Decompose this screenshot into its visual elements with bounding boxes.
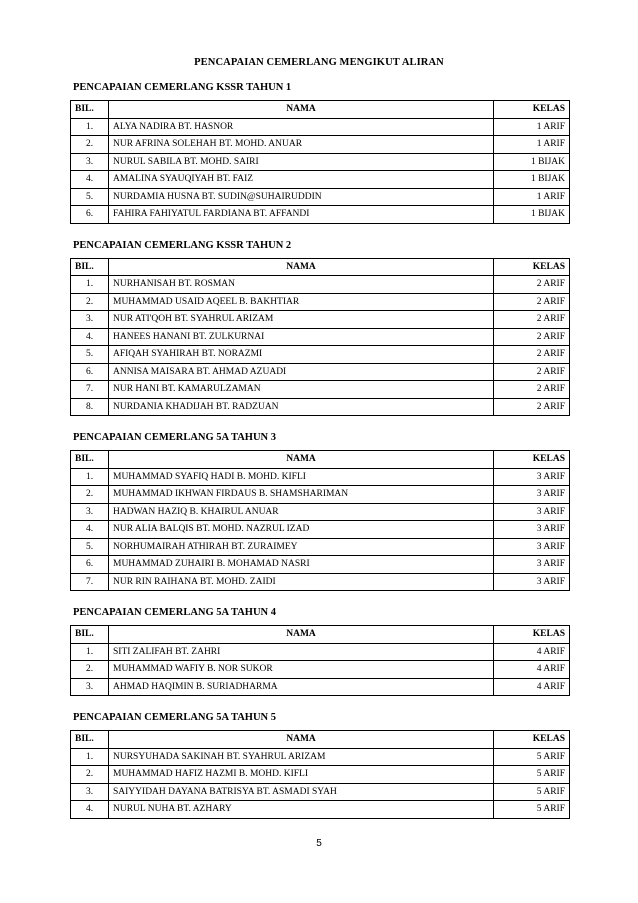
cell-kelas: 3 ARIF [494, 468, 570, 486]
cell-nama: AFIQAH SYAHIRAH BT. NORAZMI [109, 346, 494, 364]
section-tahun-2 [70, 240, 569, 417]
cell-nama: NURSYUHADA SAKINAH BT. SYAHRUL ARIZAM [109, 748, 494, 766]
student-table [70, 730, 570, 819]
header-bil: BIL. [71, 101, 109, 119]
section-title: PENCAPAIAN CEMERLANG 5A TAHUN 4 [73, 607, 277, 618]
table-row [71, 573, 570, 591]
cell-bil: 3. [71, 153, 109, 171]
section-title: PENCAPAIAN CEMERLANG 5A TAHUN 3 [73, 432, 277, 443]
cell-kelas: 5 ARIF [494, 783, 570, 801]
sections-container [70, 82, 569, 835]
cell-kelas: 3 ARIF [494, 573, 570, 591]
table-row [71, 328, 570, 346]
cell-kelas: 2 ARIF [494, 381, 570, 399]
table-row [71, 188, 570, 206]
table-row [71, 363, 570, 381]
table-header-row [71, 451, 570, 469]
cell-nama: NURHANISAH BT. ROSMAN [109, 276, 494, 294]
table-row [71, 276, 570, 294]
cell-kelas: 4 ARIF [494, 643, 570, 661]
table-header-row [71, 258, 570, 276]
section-title: PENCAPAIAN CEMERLANG KSSR TAHUN 1 [73, 82, 292, 93]
header-kelas: KELAS [494, 626, 570, 644]
student-table [70, 258, 570, 417]
cell-kelas: 2 ARIF [494, 293, 570, 311]
cell-kelas: 4 ARIF [494, 661, 570, 679]
cell-bil: 6. [71, 206, 109, 224]
table-row [71, 766, 570, 784]
cell-kelas: 2 ARIF [494, 311, 570, 329]
table-row [71, 206, 570, 224]
cell-kelas: 1 ARIF [494, 136, 570, 154]
cell-nama: NUR AFRINA SOLEHAH BT. MOHD. ANUAR [109, 136, 494, 154]
table-row [71, 311, 570, 329]
cell-bil: 1. [71, 118, 109, 136]
table-row [71, 661, 570, 679]
table-row [71, 521, 570, 539]
cell-nama: MUHAMMAD ZUHAIRI B. MOHAMAD NASRI [109, 556, 494, 574]
cell-bil: 5. [71, 538, 109, 556]
cell-kelas: 2 ARIF [494, 346, 570, 364]
cell-bil: 2. [71, 293, 109, 311]
table-row [71, 556, 570, 574]
table-row [71, 398, 570, 416]
table-header-row [71, 101, 570, 119]
cell-nama: NUR RIN RAIHANA BT. MOHD. ZAIDI [109, 573, 494, 591]
section-title: PENCAPAIAN CEMERLANG KSSR TAHUN 2 [73, 239, 292, 251]
cell-nama: NUR ATI'QOH BT. SYAHRUL ARIZAM [109, 311, 494, 329]
section-tahun-5 [70, 712, 569, 819]
section-tahun-1 [70, 82, 569, 224]
cell-kelas: 3 ARIF [494, 538, 570, 556]
table-row [71, 783, 570, 801]
cell-kelas: 3 ARIF [494, 556, 570, 574]
cell-nama: ANNISA MAISARA BT. AHMAD AZUADI [109, 363, 494, 381]
cell-nama: AMALINA SYAUQIYAH BT. FAIZ [109, 171, 494, 189]
cell-bil: 3. [71, 783, 109, 801]
page-number: 5 [316, 838, 322, 849]
cell-nama: SAIYYIDAH DAYANA BATRISYA BT. ASMADI SYAH [109, 783, 494, 801]
table-header-row [71, 731, 570, 749]
table-row [71, 153, 570, 171]
cell-bil: 5. [71, 346, 109, 364]
table-row [71, 136, 570, 154]
cell-bil: 4. [71, 801, 109, 819]
header-nama: NAMA [109, 626, 494, 644]
cell-kelas: 3 ARIF [494, 486, 570, 504]
cell-nama: MUHAMMAD HAFIZ HAZMI B. MOHD. KIFLI [109, 766, 494, 784]
page-title: PENCAPAIAN CEMERLANG MENGIKUT ALIRAN [194, 57, 444, 68]
cell-bil: 4. [71, 521, 109, 539]
cell-nama: HANEES HANANI BT. ZULKURNAI [109, 328, 494, 346]
cell-nama: MUHAMMAD WAFIY B. NOR SUKOR [109, 661, 494, 679]
cell-kelas: 1 BIJAK [494, 206, 570, 224]
cell-nama: SITI ZALIFAH BT. ZAHRI [109, 643, 494, 661]
cell-kelas: 2 ARIF [494, 328, 570, 346]
cell-bil: 1. [71, 643, 109, 661]
cell-nama: AHMAD HAQIMIN B. SURIADHARMA [109, 678, 494, 696]
student-table [70, 625, 570, 696]
cell-kelas: 5 ARIF [494, 801, 570, 819]
cell-bil: 7. [71, 381, 109, 399]
cell-kelas: 3 ARIF [494, 503, 570, 521]
cell-nama: FAHIRA FAHIYATUL FARDIANA BT. AFFANDI [109, 206, 494, 224]
table-row [71, 503, 570, 521]
cell-bil: 6. [71, 556, 109, 574]
cell-bil: 6. [71, 363, 109, 381]
table-row [71, 171, 570, 189]
header-nama: NAMA [109, 451, 494, 469]
section-tahun-4 [70, 607, 569, 696]
table-row [71, 538, 570, 556]
table-row [71, 748, 570, 766]
cell-kelas: 1 BIJAK [494, 153, 570, 171]
cell-bil: 4. [71, 328, 109, 346]
cell-bil: 2. [71, 661, 109, 679]
header-bil: BIL. [71, 258, 109, 276]
cell-nama: ALYA NADIRA BT. HASNOR [109, 118, 494, 136]
cell-bil: 1. [71, 276, 109, 294]
header-kelas: KELAS [494, 258, 570, 276]
table-row [71, 381, 570, 399]
table-row [71, 643, 570, 661]
cell-kelas: 2 ARIF [494, 363, 570, 381]
header-kelas: KELAS [494, 451, 570, 469]
table-row [71, 801, 570, 819]
cell-nama: MUHAMMAD IKHWAN FIRDAUS B. SHAMSHARIMAN [109, 486, 494, 504]
cell-kelas: 1 ARIF [494, 188, 570, 206]
cell-bil: 3. [71, 678, 109, 696]
cell-nama: NORHUMAIRAH ATHIRAH BT. ZURAIMEY [109, 538, 494, 556]
cell-kelas: 1 BIJAK [494, 171, 570, 189]
cell-nama: NURDANIA KHADIJAH BT. RADZUAN [109, 398, 494, 416]
student-table [70, 450, 570, 591]
cell-bil: 1. [71, 748, 109, 766]
cell-nama: NURUL SABILA BT. MOHD. SAIRI [109, 153, 494, 171]
cell-nama: NUR HANI BT. KAMARULZAMAN [109, 381, 494, 399]
header-kelas: KELAS [494, 731, 570, 749]
cell-bil: 4. [71, 171, 109, 189]
cell-kelas: 2 ARIF [494, 276, 570, 294]
cell-bil: 3. [71, 503, 109, 521]
section-title: PENCAPAIAN CEMERLANG 5A TAHUN 5 [73, 712, 277, 723]
cell-nama: MUHAMMAD SYAFIQ HADI B. MOHD. KIFLI [109, 468, 494, 486]
header-bil: BIL. [71, 451, 109, 469]
table-row [71, 678, 570, 696]
table-row [71, 486, 570, 504]
cell-nama: NURUL NUHA BT. AZHARY [109, 801, 494, 819]
cell-kelas: 2 ARIF [494, 398, 570, 416]
cell-nama: NURDAMIA HUSNA BT. SUDIN@SUHAIRUDDIN [109, 188, 494, 206]
student-table [70, 100, 570, 224]
cell-bil: 5. [71, 188, 109, 206]
header-nama: NAMA [109, 258, 494, 276]
cell-kelas: 3 ARIF [494, 521, 570, 539]
header-nama: NAMA [109, 101, 494, 119]
cell-bil: 1. [71, 468, 109, 486]
table-row [71, 118, 570, 136]
header-bil: BIL. [71, 626, 109, 644]
cell-bil: 7. [71, 573, 109, 591]
cell-nama: MUHAMMAD USAID AQEEL B. BAKHTIAR [109, 293, 494, 311]
table-row [71, 293, 570, 311]
cell-kelas: 4 ARIF [494, 678, 570, 696]
cell-bil: 3. [71, 311, 109, 329]
cell-bil: 8. [71, 398, 109, 416]
cell-kelas: 5 ARIF [494, 748, 570, 766]
cell-kelas: 1 ARIF [494, 118, 570, 136]
cell-bil: 2. [71, 136, 109, 154]
table-header-row [71, 626, 570, 644]
cell-nama: HADWAN HAZIQ B. KHAIRUL ANUAR [109, 503, 494, 521]
cell-bil: 2. [71, 486, 109, 504]
cell-nama: NUR ALIA BALQIS BT. MOHD. NAZRUL IZAD [109, 521, 494, 539]
cell-bil: 2. [71, 766, 109, 784]
header-bil: BIL. [71, 731, 109, 749]
header-kelas: KELAS [494, 101, 570, 119]
table-row [71, 346, 570, 364]
cell-kelas: 5 ARIF [494, 766, 570, 784]
table-row [71, 468, 570, 486]
section-tahun-3 [70, 432, 569, 591]
header-nama: NAMA [109, 731, 494, 749]
